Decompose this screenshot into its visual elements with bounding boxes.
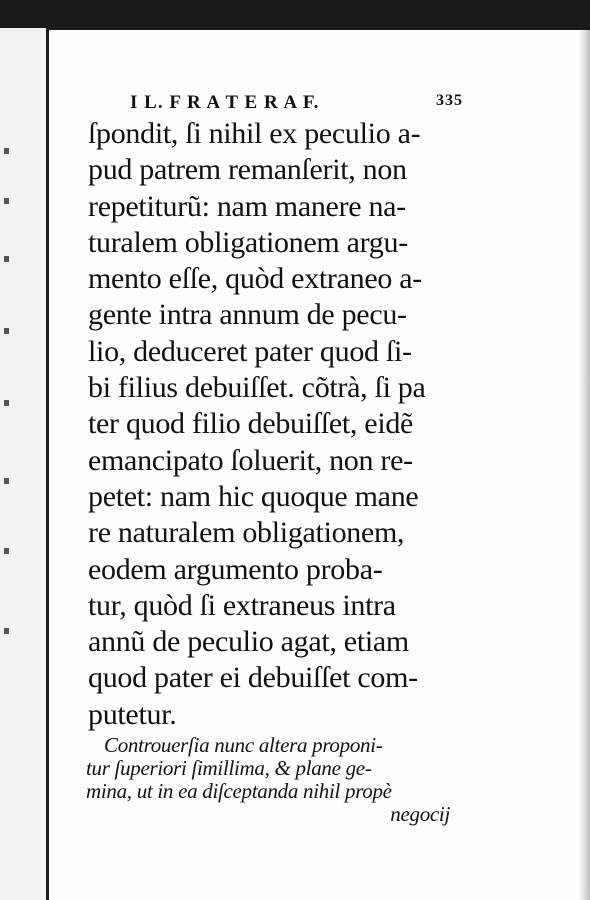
text-line: repetiturũ: nam manere na-	[88, 189, 406, 223]
text-line: bi filius debuiſſet. cõtrà, ſi pa	[88, 371, 426, 405]
text-line: lio, deduceret pater quod ſi-	[88, 334, 412, 368]
edge-mark	[4, 400, 9, 406]
text-line: turalem obligationem argu-	[88, 225, 408, 259]
text-line: putetur.	[88, 697, 177, 731]
text-line: ter quod filio debuiſſet, eidẽ	[88, 407, 414, 441]
text-line: tur, quòd ſi extraneus intra	[88, 588, 396, 622]
page-header	[130, 92, 463, 114]
text-line: Controuerſia nunc altera proponi-	[104, 733, 383, 757]
text-line: gente intra annum de pecu-	[88, 298, 407, 332]
text-line: tur ſuperiori ſimillima, & plane ge-	[86, 756, 372, 780]
edge-mark	[4, 628, 9, 634]
text-line: eodem argumento proba-	[88, 552, 383, 586]
edge-mark	[4, 256, 9, 262]
edge-mark	[4, 548, 9, 554]
facing-page-edge	[0, 28, 49, 900]
text-line: ſpondit, ſi nihil ex peculio a-	[88, 117, 421, 150]
text-line: re naturalem obligationem,	[88, 516, 405, 550]
text-line: quod pater ei debuiſſet com-	[88, 661, 418, 695]
edge-mark	[4, 198, 9, 204]
next-paragraph	[86, 734, 462, 826]
text-line: emancipato ſoluerit, non re-	[88, 443, 413, 477]
main-paragraph	[88, 116, 462, 733]
catchword: negocij	[390, 802, 450, 826]
page-number: 335	[436, 92, 463, 109]
edge-mark	[4, 328, 9, 334]
page-edge-shadow	[578, 30, 590, 900]
edge-mark	[4, 148, 9, 154]
text-line: pud patrem remanſerit, non	[88, 153, 407, 187]
text-line: petet: nam hic quoque mane	[88, 479, 419, 513]
text-line: mina, ut in ea diſceptanda nihil propè	[86, 779, 392, 803]
text-line: mento eſſe, quòd extraneo a-	[88, 262, 422, 296]
running-head: I L. F R A T E R A F.	[130, 92, 320, 113]
text-line: annũ de peculio agat, etiam	[88, 625, 409, 659]
edge-mark	[4, 478, 9, 484]
